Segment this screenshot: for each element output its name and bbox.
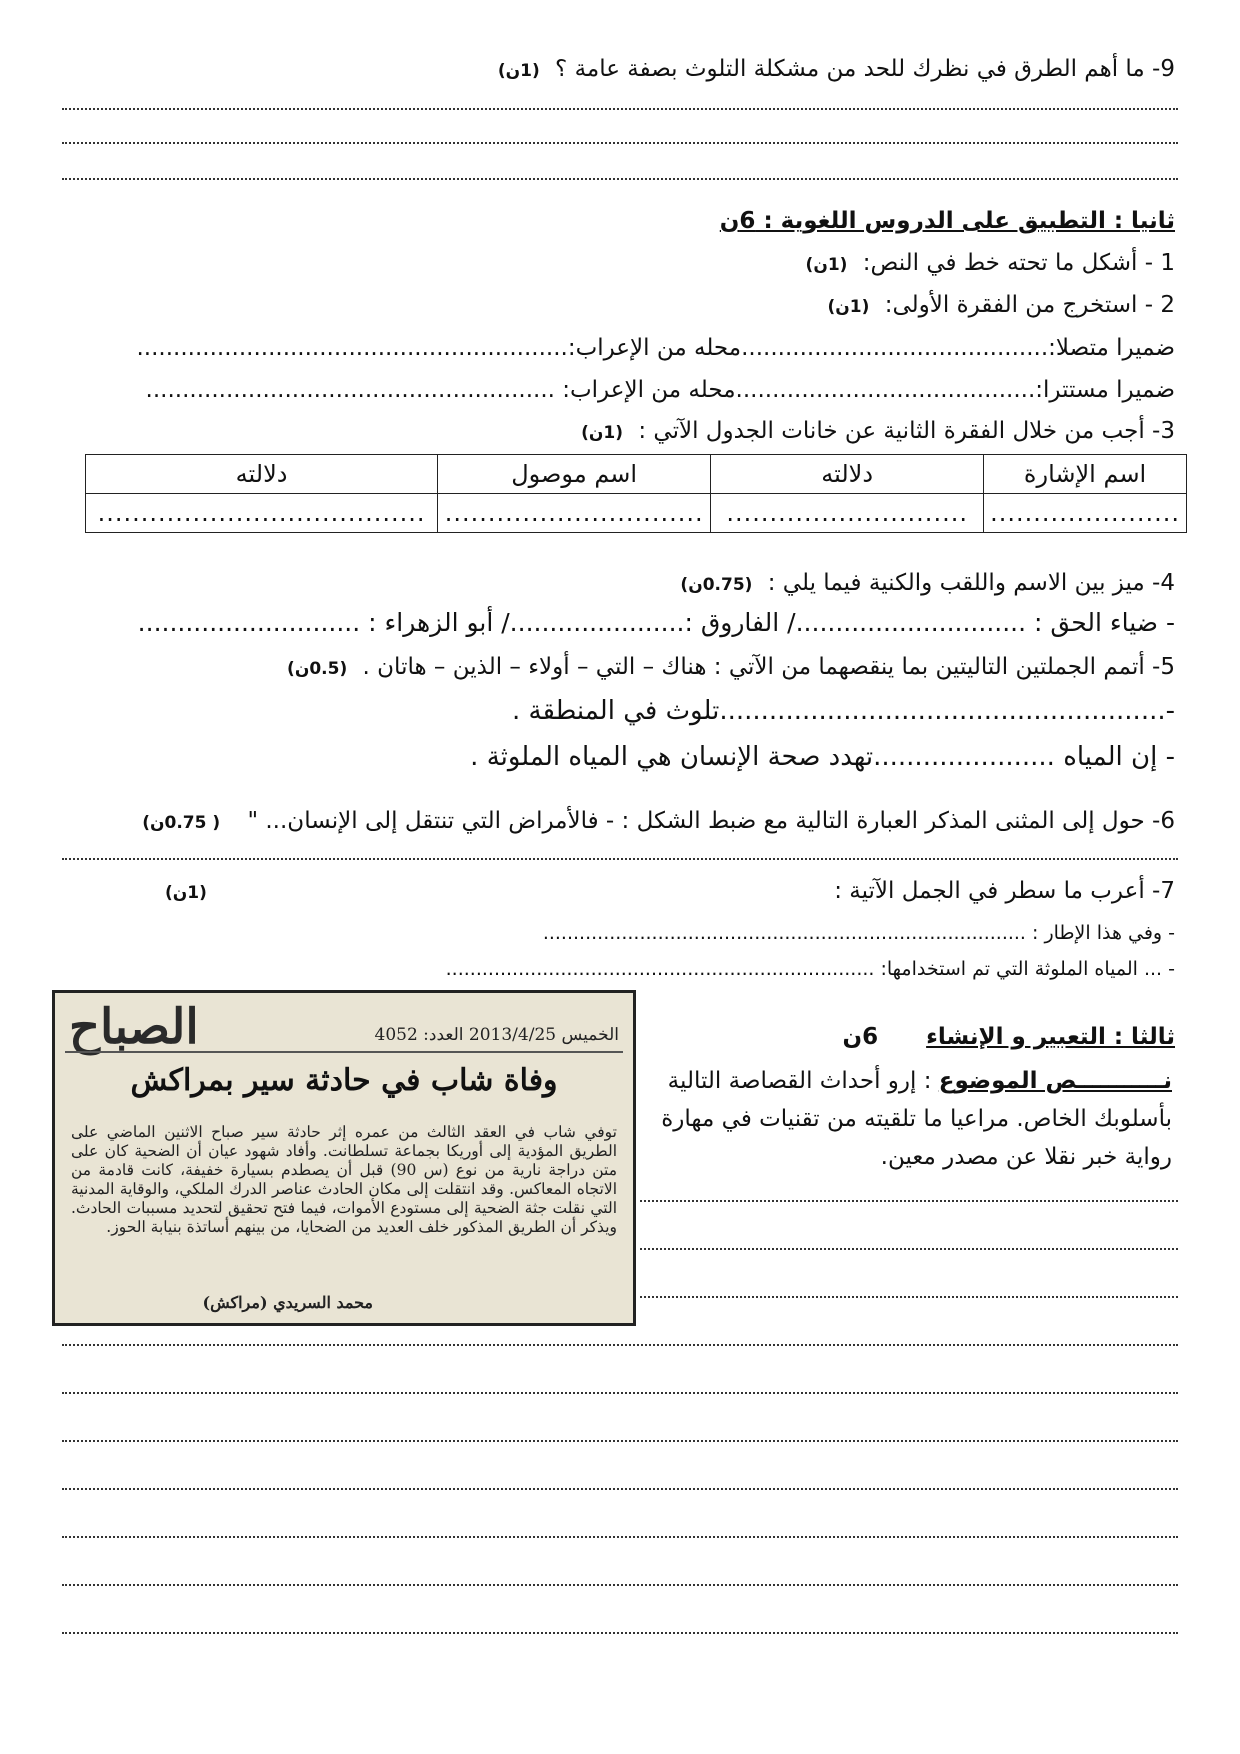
table-cell[interactable]: .............................. — [438, 494, 711, 533]
table-header-row — [86, 455, 1187, 494]
table-cell[interactable]: ...................... — [984, 494, 1187, 533]
composition-label: نـــــــــــص الموضوع — [938, 1068, 1172, 1094]
question-1-points: (1ن) — [805, 255, 848, 275]
table-cell[interactable]: ...................................... — [86, 494, 438, 533]
question-5-points: (0.5ن) — [287, 659, 348, 679]
table-row — [86, 494, 1187, 533]
question-6-points: ( 0.75ن) — [142, 813, 221, 833]
table-header: اسم الإشارة — [984, 455, 1187, 494]
newspaper-logo: الصباح — [69, 999, 199, 1055]
answer-line[interactable] — [62, 1632, 1178, 1634]
newspaper-date: الخميس 2013/4/25 العدد: 4052 — [374, 1025, 619, 1045]
section-2-title: ثانيا : التطبيق على الدروس اللغوية : 6ن — [719, 208, 1175, 234]
question-4-line[interactable]: - ضياء الحق : ............................./ الفاروق :....................../ أبو الزهراء : ............................ — [137, 608, 1175, 637]
question-3-text: 3- أجب من خلال الفقرة الثانية عن خانات الجدول الآتي : — [638, 418, 1175, 444]
question-5-line-a[interactable]: -......................................................تلوث في المنطقة . — [511, 696, 1175, 726]
table-cell[interactable]: ............................ — [711, 494, 984, 533]
answer-line[interactable] — [62, 1392, 1178, 1394]
divider — [65, 1051, 623, 1053]
question-2 — [60, 290, 1175, 322]
question-5-line-b[interactable]: - إن المياه ......................تهدد صحة الإنسان هي المياه الملوثة . — [470, 742, 1175, 772]
question-7-text: 7- أعرب ما سطر في الجمل الآتية : — [834, 878, 1175, 904]
question-6 — [60, 806, 1175, 838]
answer-line[interactable] — [62, 1344, 1178, 1346]
question-4-points: (0.75ن) — [680, 575, 753, 595]
answer-line[interactable] — [640, 1296, 1178, 1298]
question-7-points: (1ن) — [164, 883, 207, 903]
question-7 — [60, 876, 1175, 908]
section-3-title-row — [700, 1022, 1175, 1052]
question-5-text: 5- أتمم الجملتين التاليتين بما ينقصهما من الآتي : هناك – التي – أولاء – الذين – هاتان . — [362, 654, 1175, 680]
question-5 — [60, 652, 1175, 684]
answer-line[interactable] — [640, 1200, 1178, 1202]
answer-table — [85, 454, 1187, 533]
question-3 — [60, 416, 1175, 448]
question-6-text: 6- حول إلى المثنى المذكر العبارة التالية مع ضبط الشكل : - فالأمراض التي تنتقل إلى الإنسان... " — [247, 808, 1175, 834]
question-2-line-b[interactable]: ضميرا مستترا:.........................................محله من الإعراب: ........................................................ — [145, 377, 1175, 403]
newspaper-clipping — [52, 990, 636, 1326]
question-3-points: (1ن) — [581, 423, 624, 443]
newspaper-headline: وفاة شاب في حادثة سير بمراكش — [130, 1063, 558, 1098]
answer-line[interactable] — [62, 1584, 1178, 1586]
question-2-points: (1ن) — [827, 297, 870, 317]
question-7-line-b[interactable]: - ... المياه الملوثة التي تم استخدامها: ....................................................................... — [445, 958, 1175, 980]
composition-prompt — [652, 1062, 1172, 1176]
answer-line[interactable] — [62, 178, 1178, 180]
question-9-points: (1ن) — [497, 61, 540, 81]
question-4-text: 4- ميز بين الاسم واللقب والكنية فيما يلي : — [767, 570, 1175, 596]
answer-line[interactable] — [62, 1440, 1178, 1442]
question-9 — [60, 54, 1175, 86]
question-1 — [60, 248, 1175, 280]
answer-line[interactable] — [62, 1488, 1178, 1490]
answer-line[interactable] — [62, 1536, 1178, 1538]
question-2-line-a[interactable]: ضميرا متصلا:..........................................محله من الإعراب:........................................................... — [136, 335, 1175, 361]
section-3-points: 6ن — [842, 1024, 879, 1050]
table-header: دلالته — [711, 455, 984, 494]
answer-line[interactable] — [640, 1248, 1178, 1250]
question-7-line-a[interactable]: - وفي هذا الإطار : ................................................................................ — [542, 922, 1175, 944]
section-3-title: ثالثا : التعبير و الإنشاء — [926, 1024, 1175, 1050]
composition-text: : إرو أحداث القصاصة التالية بأسلوبك الخاص. مراعيا ما تلقيته من تقنيات في مهارة رواية خبر نقلا عن مصدر معين. — [661, 1068, 1172, 1170]
table-header: دلالته — [86, 455, 438, 494]
answer-line[interactable] — [62, 858, 1178, 860]
question-2-text: 2 - استخرج من الفقرة الأولى: — [884, 292, 1175, 318]
question-9-text: 9- ما أهم الطرق في نظرك للحد من مشكلة التلوث بصفة عامة ؟ — [555, 56, 1175, 82]
table-header: اسم موصول — [438, 455, 711, 494]
newspaper-body: توفي شاب في العقد الثالث من عمره إثر حادثة سير صباح الاثنين الماضي على الطريق المؤدية إلى أوريكا بجماعة تسلطانت. وأفاد شهود عيان أن الضحية كان على متن دراجة نارية من نوع (س 90) قبل أن يصطدم بسيارة خفيفة، كانت قادمة من الاتجاه المعاكس. وقد انتقلت إلى مكان الحادث عناصر الدرك الملكي، والوقاية المدنية التي نقلت جثة الضحية إلى مستودع الأموات، فيما فتح تحقيق لتحديد مسببات الحادث. ويذكر أن الطريق المذكور خلف العديد من الضحايا، من بينهم أساتذة بنيابة الحوز. — [71, 1123, 618, 1236]
question-4 — [60, 568, 1175, 600]
question-1-text: 1 - أشكل ما تحته خط في النص: — [862, 250, 1175, 276]
answer-line[interactable] — [62, 142, 1178, 144]
answer-line[interactable] — [62, 108, 1178, 110]
newspaper-author: محمد السريدي (مراكش) — [202, 1293, 373, 1312]
